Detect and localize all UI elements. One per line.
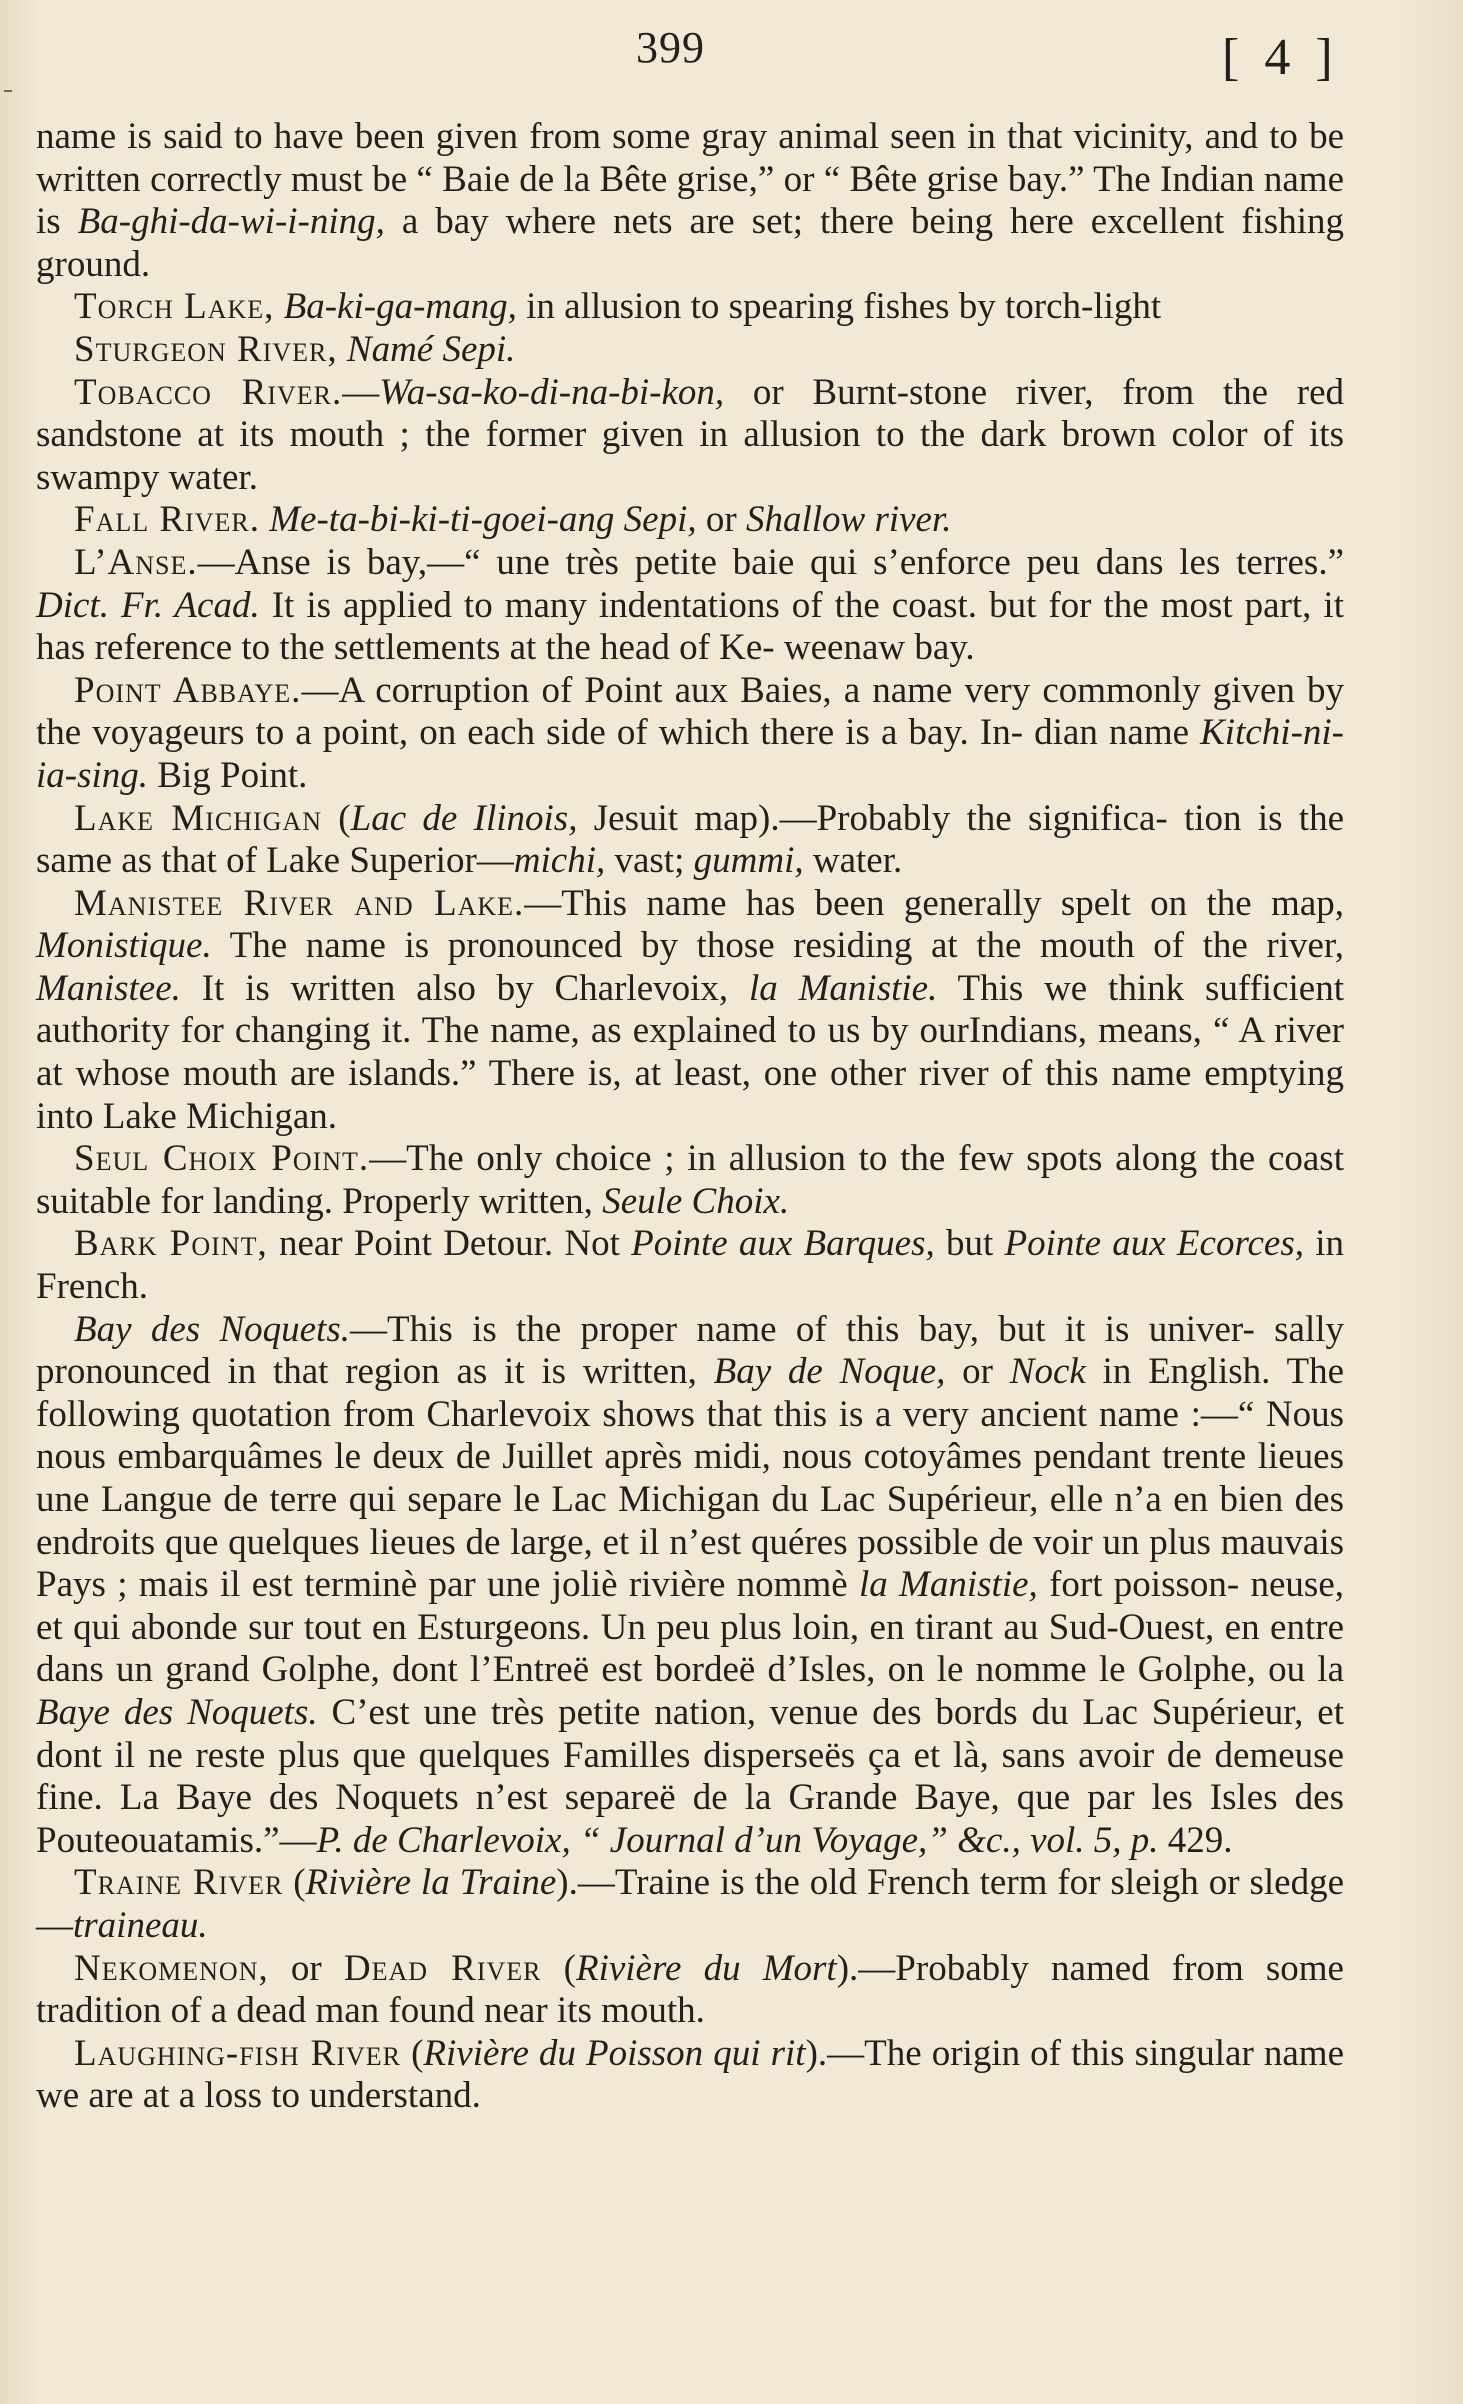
text-run: or [268, 1947, 344, 1989]
italic-text: Kitchi-ni-ia-sing. [36, 712, 1344, 796]
text-run: ).—Probably named from some tradition of a dead man found near its mouth. [36, 1947, 1344, 2032]
text-run: — [342, 371, 380, 413]
text-run: —This is the proper name of this bay, but it is univer- sally pronounced in that region as it is written, [36, 1308, 1345, 1393]
text-run: Jesuit map).—Probably the significa- tion is the same as that of Lake Superior— [36, 797, 1345, 882]
paragraph [36, 286, 1344, 329]
italic-text: Baye des Noquets. [36, 1691, 318, 1733]
text-run: ).—Traine is the old French term for sleigh or sledge— [36, 1862, 1344, 1946]
text-run: or [696, 499, 746, 541]
paragraph [36, 798, 1344, 883]
text-run: near Point Detour. Not [267, 1223, 632, 1265]
entry-heading: Sturgeon River, [74, 328, 338, 370]
paragraph [36, 542, 1344, 670]
text-run: Big Point. [148, 754, 308, 796]
text-run: This we think sufficient authority for changing it. The name, as explained to us by ourIndians, means, “ A river at whose mouth are islands.” There is, at least, one other river of this name emptying into Lake Michigan. [36, 967, 1344, 1137]
paragraph [36, 670, 1344, 798]
italic-text: la Manistie. [748, 967, 938, 1009]
italic-text: la Manistie, [858, 1564, 1038, 1606]
page-header [0, 22, 1463, 102]
text-run: ).—The origin of this singular name we are at a loss to understand. [36, 2032, 1344, 2117]
italic-text: Wa-sa-ko-di-na-bi-kon, [379, 371, 725, 413]
entry-heading: Fall River. [74, 499, 260, 541]
italic-text: Monistique. [36, 925, 212, 967]
entry-heading: Point Abbaye. [74, 669, 302, 711]
italic-text: Bay des Noquets. [74, 1308, 350, 1350]
paragraph [36, 499, 1344, 542]
text-run: —The only choice ; in allusion to the few spots along the coast suitable for landing. Properly written, [36, 1138, 1344, 1222]
italic-text: P. de Charlevoix, “ Journal d’un Voyage,” &c., vol. 5, p. [316, 1819, 1159, 1861]
paragraph [36, 116, 1344, 286]
text-run: vast; [605, 840, 694, 882]
text-run: ( [401, 2032, 424, 2074]
document-reference: [ 4 ] [1222, 29, 1339, 86]
italic-text: michi, [513, 840, 606, 882]
text-run: in English. The following quotation from Charlevoix shows that this is a very ancient name :—“ Nous nous embarquâmes le deux de Juillet après midi, nous cotoyâmes pendant trente lieues une Langue de terre qui separe le Lac Michigan du Lac Supérieur, elle n’a en bien des endroits que quelques lieues de large, et il n’est quéres possible de voir un plus mauvais Pays ; mais il est terminè par une joliè rivière nommè [36, 1351, 1345, 1606]
italic-text: traineau. [73, 1904, 208, 1946]
italic-text: Namé Sepi. [346, 328, 516, 370]
text-run: C’est une très petite nation, venue des bords du Lac Supérieur, et dont il ne reste plus que quelques Familles disperseës ça et là, sans avoir de demeuse fine. La Baye des Noquets n’est separeë de la Grande Baye, que par les Isles des Pouteouatamis.”— [36, 1691, 1344, 1861]
text-run [274, 286, 283, 327]
entry-heading: Tobacco River. [74, 371, 343, 413]
italic-text: Manistee. [36, 967, 181, 1009]
italic-text: Bay de Noque, [713, 1351, 946, 1393]
text-run: ( [322, 797, 351, 839]
text-run: water. [803, 840, 903, 882]
italic-text: Rivière du Poisson qui rit [423, 2032, 806, 2074]
text-run: It is applied to many indentations of the coast. but for the most part, it has reference to the settlements at the head of Ke- weenaw bay. [36, 584, 1344, 669]
text-run: 429. [1158, 1819, 1233, 1861]
text-run [260, 499, 269, 540]
entry-heading: L’Anse. [74, 541, 198, 583]
text-run: name is said to have been given from some gray animal seen in that vicinity, and to be written correctly must be “ Baie de la Bête grise,” or “ Bête grise bay.” The Indian name is [36, 116, 1344, 243]
paragraph [36, 883, 1344, 1139]
text-run: or Burnt-stone river, from the red sandstone at its mouth ; the former given in allusion to the dark brown color of its swampy water. [36, 371, 1344, 498]
page-number: 399 [636, 23, 705, 72]
text-run [338, 329, 347, 370]
italic-text: Me-ta-bi-ki-ti-goei-ang Sepi, [269, 499, 697, 541]
entry-heading: Manistee River and Lake. [74, 882, 525, 924]
text-run: —A corruption of Point aux Baies, a name very commonly given by the voyageurs to a point, on each side of which there is a bay. In- dian name [36, 669, 1344, 754]
italic-text: Dict. Fr. Acad. [36, 584, 260, 626]
paragraph [36, 1223, 1344, 1308]
italic-text: Seule Choix. [602, 1180, 790, 1222]
italic-text: Ba-ki-ga-mang, [283, 286, 517, 328]
text-run: It is written also by Charlevoix, [180, 967, 749, 1009]
entry-heading: Laughing-fish River [74, 2032, 401, 2074]
text-run: fort poisson- neuse, et qui abonde sur tout en Esturgeons. Un peu plus loin, en tirant au Sud-Ouest, en entre dans un grand Golphe, dont l’Entreë est bordeë d’Isles, on le nomme le Golphe, ou la [36, 1564, 1344, 1691]
paragraph [36, 1948, 1344, 2033]
paragraph [36, 2033, 1344, 2118]
text-run: ( [283, 1862, 306, 1904]
entry-heading: Torch Lake, [74, 286, 275, 328]
paragraph [36, 329, 1344, 372]
paragraph [36, 1862, 1344, 1947]
italic-text: Lac de Ilinois, [350, 797, 578, 839]
italic-text: Pointe aux Barques, [631, 1223, 935, 1265]
italic-text: Shallow river. [745, 499, 952, 541]
text-run: in French. [36, 1223, 1344, 1308]
paragraph [36, 1138, 1344, 1223]
text-run: ( [541, 1947, 576, 1989]
italic-text: gummi, [693, 840, 804, 882]
entry-heading: Lake Michigan [74, 797, 322, 839]
entry-heading: Traine River [74, 1862, 284, 1904]
italic-text: Rivière du Mort [575, 1947, 837, 1989]
paragraph [36, 372, 1344, 500]
entry-heading: Bark Point, [74, 1223, 268, 1265]
italic-text: Ba-ghi-da-wi-i-ning, [77, 201, 385, 243]
paragraph [36, 1309, 1344, 1863]
text-run: —Anse is bay,—“ une très petite baie qui s’enforce peu dans les terres.” [197, 541, 1344, 583]
entry-heading: Dead River [343, 1947, 542, 1989]
entry-heading: Seul Choix Point. [74, 1138, 370, 1180]
italic-text: Pointe aux Ecorces, [1004, 1223, 1304, 1265]
text-run: The name is pronounced by those residing at the mouth of the river, [211, 925, 1344, 967]
text-run: —This name has been generally spelt on the map, [524, 882, 1344, 924]
italic-text: Nock [1009, 1351, 1086, 1393]
entry-heading: Nekomenon, [74, 1947, 269, 1989]
body-text [36, 116, 1344, 2118]
text-run: or [945, 1351, 1010, 1393]
text-run: a bay where nets are set; there being here excellent fishing ground. [36, 201, 1344, 285]
text-run: in allusion to spearing fishes by torch-light [516, 286, 1162, 328]
italic-text: Rivière la Traine [305, 1862, 557, 1904]
text-run: but [934, 1223, 1005, 1265]
